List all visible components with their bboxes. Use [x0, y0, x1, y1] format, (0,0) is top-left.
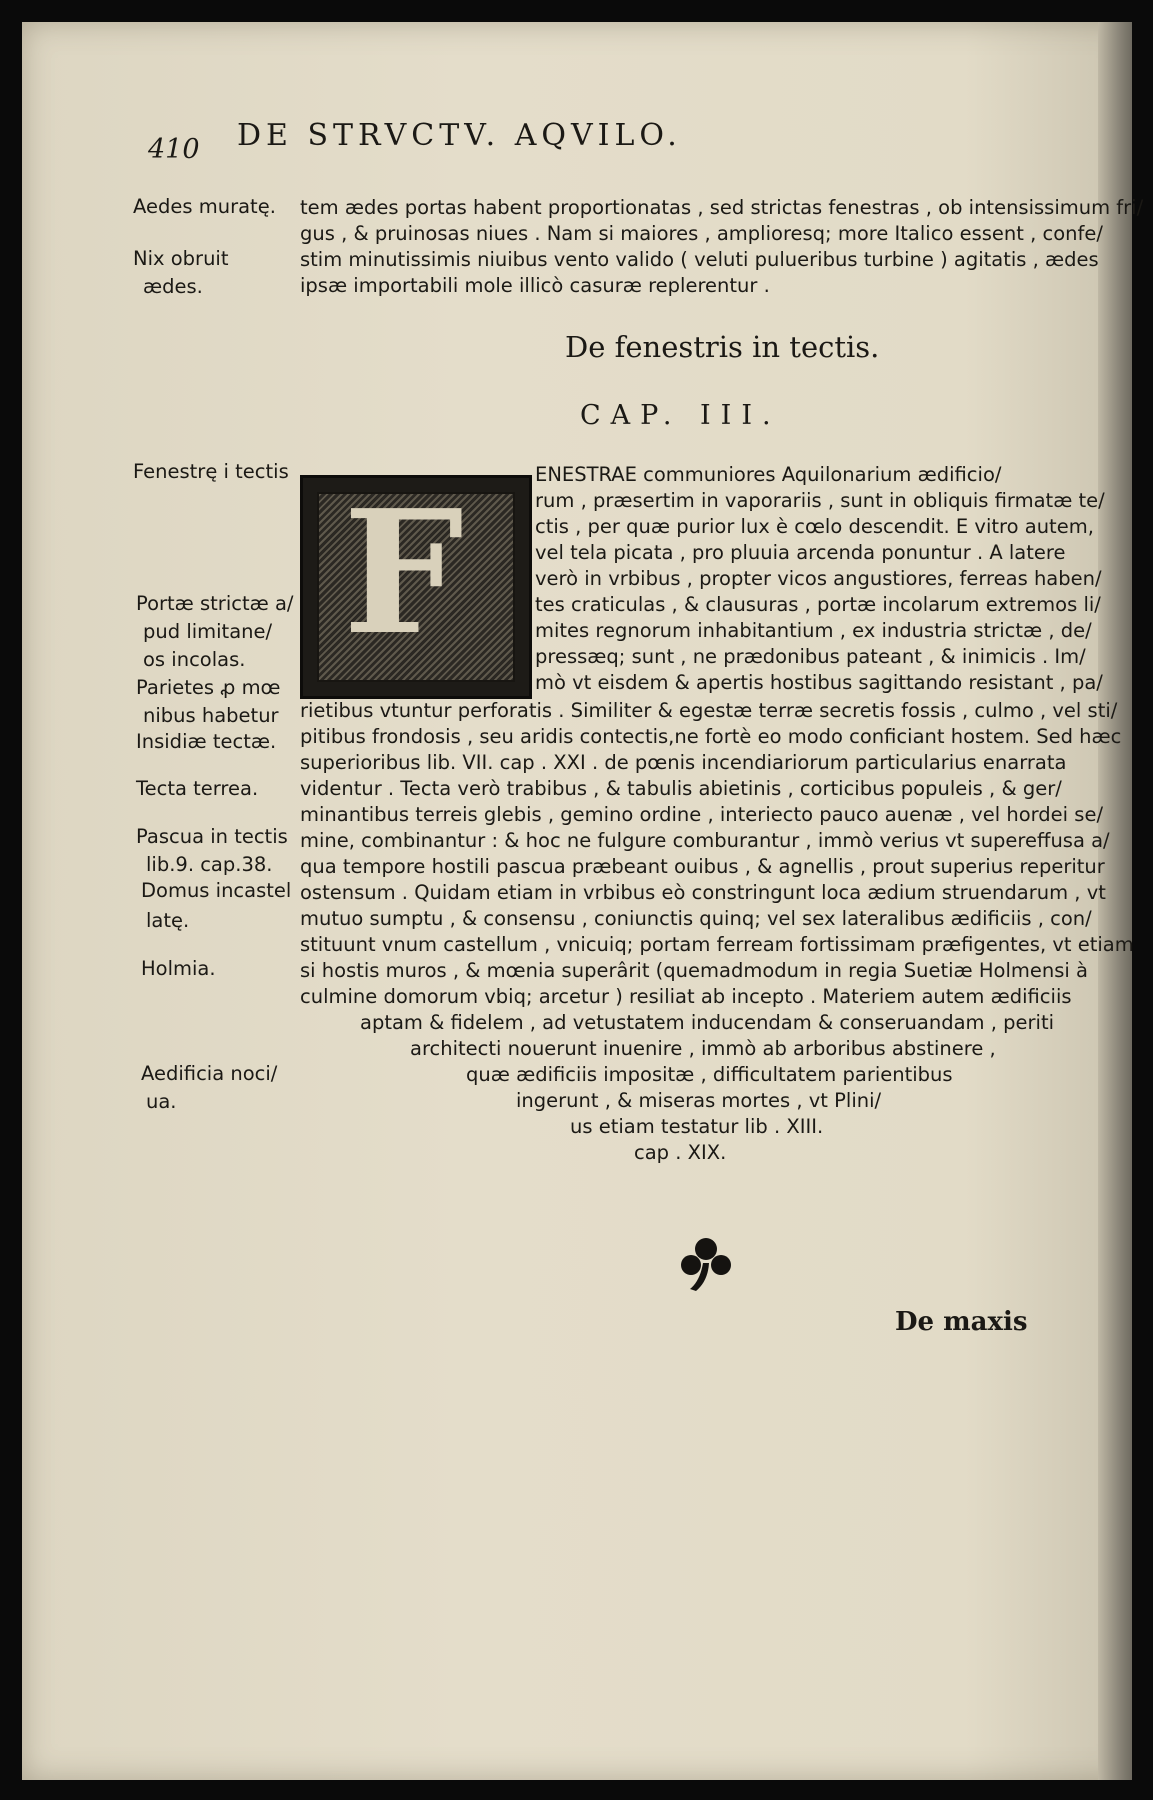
decorated-initial-woodcut — [300, 475, 532, 699]
chapter-heading: CAP. III. — [580, 400, 781, 431]
margin-note: Portæ strictæ a/ — [136, 592, 294, 615]
text-line: quæ ædificiis impositæ , difficultatem parientibus — [466, 1063, 953, 1086]
text-line: minantibus terreis glebis , gemino ordine , interiecto pauco auenæ , vel hordei se/ — [300, 803, 1104, 826]
margin-note: ædes. — [143, 275, 203, 298]
text-line: ipsæ importabili mole illicò casuræ replerentur . — [300, 274, 770, 297]
margin-note: Parietes ꝓ mœ — [136, 676, 281, 699]
margin-note: Tecta terrea. — [136, 777, 259, 800]
text-line: ingerunt , & miseras mortes , vt Plini/ — [516, 1089, 882, 1112]
margin-note: Fenestrę i tectis — [133, 460, 289, 483]
margin-note: Domus incastel — [141, 879, 292, 902]
text-line: ostensum . Quidam etiam in vrbibus eò constringunt loca ædium struendarum , vt — [300, 881, 1106, 904]
margin-note: Aedes muratę. — [133, 195, 276, 218]
text-line: architecti nouerunt inuenire , immò ab arboribus abstinere , — [410, 1037, 996, 1060]
margin-note: lib.9. cap.38. — [146, 853, 273, 876]
text-line: rum , præsertim in vaporariis , sunt in obliquis firmatæ te/ — [535, 489, 1105, 512]
text-line: tem ædes portas habent proportionatas , sed strictas fenestras , ob intensissimum fri/ — [300, 196, 1144, 219]
text-line: qua tempore hostili pascua præbeant ouibus , & agnellis , prout superius reperitur — [300, 855, 1105, 878]
text-line: us etiam testatur lib . XIII. — [570, 1115, 824, 1138]
margin-note: Holmia. — [141, 957, 216, 980]
text-line: superioribus lib. VII. cap . XXI . de pœnis incendiariorum particularius enarrata — [300, 751, 1067, 774]
section-title: De fenestris in tectis. — [565, 330, 880, 364]
text-line: ENESTRAE communiores Aquilonarium ædificio/ — [535, 463, 1002, 486]
margin-note: latę. — [146, 909, 190, 932]
fleuron-ornament-icon — [676, 1233, 736, 1293]
margin-note: Aedificia noci/ — [141, 1062, 278, 1085]
text-line: rietibus vtuntur perforatis . Similiter & egestæ terræ secretis fossis , culmo , vel sti/ — [300, 699, 1118, 722]
text-line: verò in vrbibus , propter vicos angustiores, ferreas haben/ — [535, 567, 1102, 590]
catchword: De maxis — [895, 1307, 1028, 1337]
margin-note: Nix obruit — [133, 247, 229, 270]
text-line: ctis , per quæ purior lux è cœlo descendit. E vitro autem, — [535, 515, 1094, 538]
page-number: 410 — [148, 134, 200, 165]
margin-note: Pascua in tectis — [136, 825, 288, 848]
margin-note: pud limitane/ — [143, 620, 273, 643]
text-line: si hostis muros , & mœnia superârit (quemadmodum in regia Suetiæ Holmensi à — [300, 959, 1088, 982]
text-line: vel tela picata , pro pluuia arcenda ponuntur . A latere — [535, 541, 1066, 564]
initial-letter: F — [343, 473, 464, 673]
text-line: stituunt vnum castellum , vnicuiq; portam ferream fortissimam præfigentes, vt etiam — [300, 933, 1134, 956]
text-line: videntur . Tecta verò trabibus , & tabulis abietinis , corticibus populeis , & ger/ — [300, 777, 1062, 800]
margin-note: os incolas. — [143, 648, 246, 671]
running-title: DE STRVCTV. AQVILO. — [237, 118, 682, 153]
margin-note: nibus habetur — [143, 704, 279, 727]
text-line: pitibus frondosis , seu aridis contectis,ne fortè eo modo conficiant hostem. Sed hæc — [300, 725, 1122, 748]
text-line: cap . XIX. — [634, 1141, 727, 1164]
text-line: tes craticulas , & clausuras , portæ incolarum extremos li/ — [535, 593, 1101, 616]
text-line: aptam & fidelem , ad vetustatem inducendam & conseruandam , periti — [360, 1011, 1055, 1034]
text-line: mò vt eisdem & apertis hostibus sagittando resistant , pa/ — [535, 671, 1103, 694]
text-line: mine, combinantur : & hoc ne fulgure comburantur , immò verius vt supereffusa a/ — [300, 829, 1110, 852]
text-line: culmine domorum vbiq; arcetur ) resiliat ab incepto . Materiem autem ædificiis — [300, 985, 1072, 1008]
text-line: stim minutissimis niuibus vento valido ( veluti pulueribus turbine ) agitatis , ædes — [300, 248, 1099, 271]
text-line: pressæq; sunt , ne prædonibus pateant , & inimicis . Im/ — [535, 645, 1086, 668]
text-line: mutuo sumptu , & consensu , coniunctis quinq; vel sex lateralibus ædificiis , con/ — [300, 907, 1092, 930]
margin-note: ua. — [146, 1090, 177, 1113]
text-line: mites regnorum inhabitantium , ex industria strictæ , de/ — [535, 619, 1092, 642]
margin-note: Insidiæ tectæ. — [136, 730, 277, 753]
text-line: gus , & pruinosas niues . Nam si maiores , amplioresq; more Italico essent , confe/ — [300, 222, 1103, 245]
